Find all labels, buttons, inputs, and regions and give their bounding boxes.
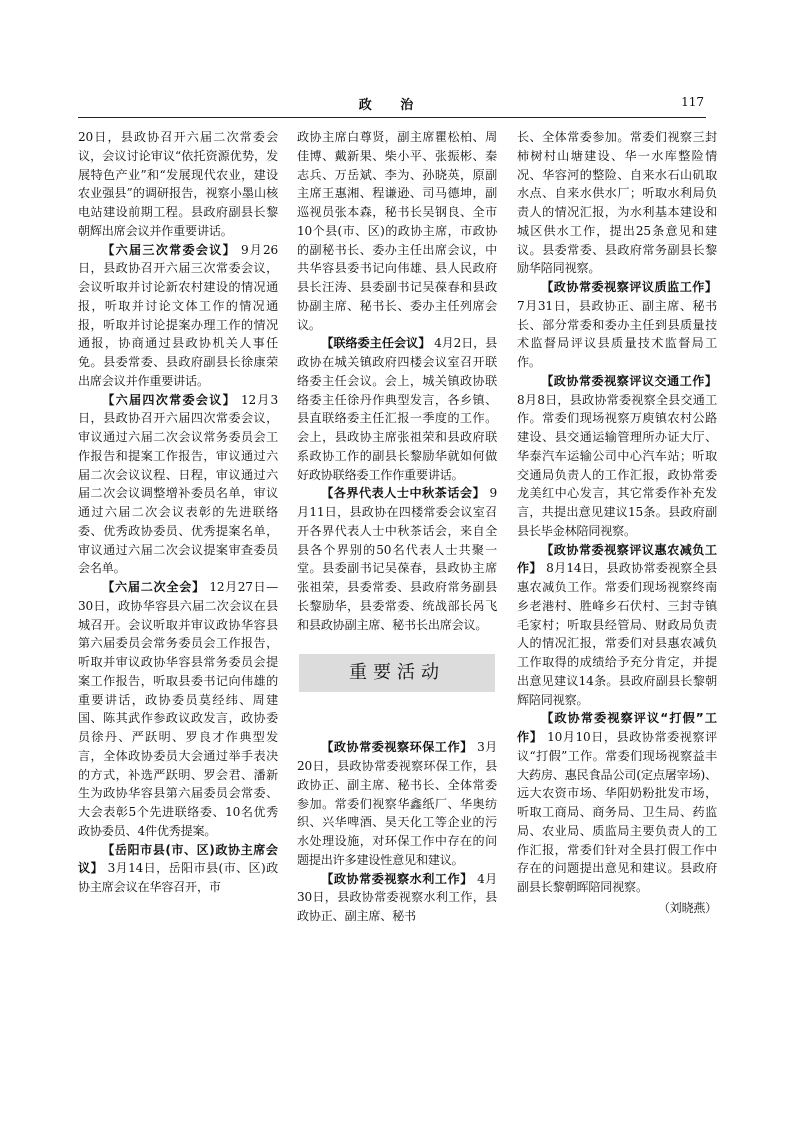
- paragraph-body: 20日，县政协召开六届二次常委会议，会议讨论审议“依托资源优势，发展特色产业”和“发展现代农业，建设农业强县”的调研报告，视察小墨山核电站建设前期工程。县政府副县长黎朝辉出席会议并作重要讲话。: [78, 130, 278, 238]
- paragraph: [78, 841, 278, 897]
- section-heading: 【政协常委视察环保工作】: [321, 740, 473, 755]
- page-header: [78, 92, 706, 120]
- author-credit: （刘晓燕）: [657, 900, 717, 915]
- paragraph-body: 7月31日，县政协正、副主席、秘书长、部分常委和委办主任到县质量技术监督局评议县质量技术监督局工作。: [517, 298, 717, 369]
- header-rule: [78, 117, 706, 118]
- section-banner: 重要活动: [299, 654, 495, 692]
- paragraph: [517, 128, 717, 278]
- paragraph: [78, 578, 278, 841]
- page-number: 117: [681, 95, 704, 109]
- paragraph-body: 长、全体常委参加。常委们视察三封柿树村山塘建设、华一水库整险情况、华容河的整险、自来水石山矶取水点、自来水供水厂；听取水利局负责人的情况汇报，为水利基本建设和城区供水工作，提出25条意见和建议。县委常委、县政府常务副县长黎励华陪同视察。: [517, 130, 717, 276]
- paragraph-body: 9月11日，县政协在四楼常委会议室召开各界代表人士中秋茶话会，来自全县各个界别的50名代表人士共聚一堂。县委副书记吴葆春，县政协主席张祖荣，县委常委、县政府常务副县长黎励华，县委常委、统战部长呙飞和县政协副主席、秘书长出席会议。: [297, 486, 497, 632]
- section-heading: 【岳阳市县(市、区)政协主席会议】: [78, 842, 278, 876]
- paragraph: [78, 241, 278, 391]
- paragraph: [517, 372, 717, 541]
- paragraph-body: 8月8日，县政协常委视察全县交通工作。常委们现场视察万庾镇农村公路建设、县交通运输管理所办证大厅、华泰汽车运输公司中心汽车站；听取交通局负责人的工作汇报，政协常委龙美红中心发言，其它常委作补充发言，共提出意见建议15条。县政府副县长毕金林陪同视察。: [517, 392, 717, 538]
- paragraph: [517, 709, 717, 897]
- paragraph-body: 政协主席白尊贤，副主席瞿松柏、周佳博、戴新果、柴小平、张振彬、秦志兵、万岳斌、李为、孙晓英，原副主席王惠湘、程谦逊、司马德坤，副巡视员张本森，秘书长吴钢良、全市10个县(市、区)的政协主席，市政协的副秘书长、委办主任出席会议，中共华容县委书记向伟雄、县人民政府县长汪涛、县委副书记吴葆春和县政协副主席、秘书长、委办主任列席会议。: [297, 130, 497, 332]
- section-heading: 【政协常委视察评议交通工作】: [541, 373, 717, 388]
- paragraph-body: 3月20日，县政协常委视察环保工作，县政协正、副主席、秘书长、全体常委参加。常委们视察华鑫纸厂、华奥纺织、兴华啤酒、昊天化工等企业的污水处理设施，对环保工作中存在的问题提出许多建设性意见和建议。: [297, 740, 497, 867]
- paragraph-body: 9月26日，县政协召开六届三次常委会议，会议听取并讨论新农村建设的情况通报，听取并讨论文体工作的情况通报，听取并讨论提案办理工作的情况通报，协商通过县政协机关人事任免。县委常委、县政府副县长徐康荣出席会议并作重要讲话。: [78, 242, 278, 388]
- paragraph-body: 3月14日，岳阳市县(市、区)政协主席会议在华容召开，市: [78, 861, 278, 894]
- paragraph-body: 10月10日，县政协常委视察评议“打假”工作。常委们现场视察益丰大药房、惠民食品公司(定点屠宰场)、远大农资市场、华阳奶粉批发市场，听取工商局、商务局、卫生局、药监局、农业局、质监局主要负责人的工作汇报，常委们针对全县打假工作中存在的问题提出意见和建议。县政府副县长黎朝晖陪同视察。: [517, 730, 717, 894]
- paragraph-body: 8月14日，县政协常委视察全县惠农减负工作。常委们现场视察终南乡老港村、胜峰乡石伏村、三封寺镇毛家村；听取县经管局、财政局负责人的情况汇报，常委们对县惠农减负工作取得的成绩给予充分肯定，并提出意见建议14条。县政府副县长黎朝辉陪同视察。: [517, 561, 717, 707]
- column-right: [517, 128, 717, 918]
- section-heading: 【各界代表人士中秋茶话会】: [321, 486, 486, 501]
- paragraph: [517, 278, 717, 372]
- paragraph: [297, 870, 497, 926]
- paragraph: [297, 738, 497, 869]
- paragraph-body: 12月27日—30日，政协华容县六届二次会议在县城召开。会议听取并审议政协华容县第六届委员会常务委员会工作报告，听取并审议政协华容县常务委员会提案工作报告，听取县委书记向伟雄的重要讲话，政协委员莫经纬、周建国、陈其武作参政议政发言，政协委员徐丹、严跃明、罗良才作典型发言，全体政协委员大会通过举手表决的方式，补选严跃明、罗会君、潘新生为政协华容县第六届委员会常委、大会表彰5个先进联络委、10名优秀政协委员、4件优秀提案。: [78, 580, 278, 838]
- column-left: [78, 128, 278, 897]
- section-heading: 【政协常委视察评议质监工作】: [541, 280, 717, 294]
- section-heading: 【六届四次常委会议】: [102, 392, 237, 407]
- paragraph-body: 12月3日，县政协召开六届四次常委会议，审议通过六届二次会议常务委员会工作报告和提案工作报告，审议通过六届二次会议议程、日程，审议通过六届二次会议调整增补委员名单，审议通过六届二次会议表彰的先进联络委、优秀政协委员、优秀提案名单，审议通过六届二次会议提案审查委员会名单。: [78, 392, 278, 576]
- paragraph: [297, 334, 497, 484]
- section-heading: 【政协常委视察评议惠农减负工作】: [517, 542, 717, 576]
- paragraph: [297, 484, 497, 634]
- column-middle: [297, 128, 497, 926]
- section-heading: 【联络委主任会议】: [321, 336, 431, 351]
- paragraph: [517, 541, 717, 710]
- paragraph: [78, 391, 278, 579]
- section-heading: 【六届二次全会】: [102, 580, 205, 594]
- section-heading: 【政协常委视察水利工作】: [321, 871, 473, 886]
- section-heading: 【六届三次常委会议】: [102, 242, 237, 257]
- section-heading: 【政协常委视察评议“打假”工作】: [517, 711, 717, 744]
- running-title: 政 治: [358, 98, 426, 113]
- paragraph-body: 4月30日，县政协常委视察水利工作，县政协正、副主席、秘书: [297, 871, 497, 923]
- paragraph: [78, 128, 278, 241]
- paragraph-body: 4月2日，县政协在城关镇政府四楼会议室召开联络委主任会议。会上，城关镇政协联络委主任徐丹作典型发言，各乡镇、县直联络委主任汇报一季度的工作。会上，县政协主席张祖荣和县政府联系政协工作的副县长黎励华就如何做好政协联络委工作作重要讲话。: [297, 336, 497, 482]
- paragraph: [297, 128, 497, 334]
